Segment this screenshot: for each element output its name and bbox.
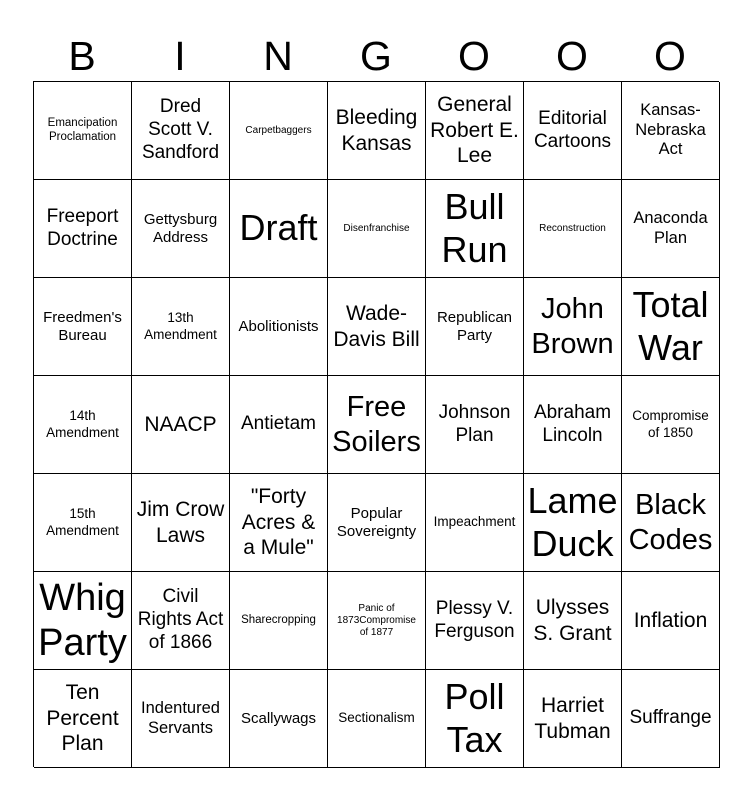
cell-text: Bull Run bbox=[441, 186, 508, 270]
bingo-cell-r5c4[interactable] bbox=[426, 572, 524, 670]
cell-text: 14th Amendment bbox=[46, 408, 119, 440]
header-letter-b: B bbox=[68, 33, 96, 79]
cell-text: Dred Scott V. Sandford bbox=[141, 96, 220, 163]
header-letter-o3: O bbox=[654, 33, 686, 79]
cell-text: Freedmen's Bureau bbox=[43, 308, 122, 344]
bingo-cell-r0c6[interactable] bbox=[622, 82, 720, 180]
cell-text: Civil Rights Act of 1866 bbox=[137, 586, 224, 653]
bingo-cell-r0c3[interactable] bbox=[328, 82, 426, 180]
bingo-cell-r0c2[interactable] bbox=[230, 82, 328, 180]
cell-text: Editorial Cartoons bbox=[533, 107, 612, 152]
cell-text: Ulysses S. Grant bbox=[533, 595, 612, 645]
cell-text: Impeachment bbox=[433, 514, 516, 530]
bingo-cell-r1c2[interactable] bbox=[230, 180, 328, 278]
bingo-cell-r1c1[interactable] bbox=[132, 180, 230, 278]
cell-text: Kansas-Nebraska Act bbox=[635, 100, 706, 159]
bingo-cell-r5c0[interactable] bbox=[34, 572, 132, 670]
cell-text: Freeport Doctrine bbox=[46, 205, 119, 250]
bingo-cell-r2c4[interactable] bbox=[426, 278, 524, 376]
bingo-cell-r6c5[interactable] bbox=[524, 670, 622, 768]
cell-text: Sectionalism bbox=[338, 710, 415, 726]
bingo-cell-r5c1[interactable] bbox=[132, 572, 230, 670]
cell-text: Harriet Tubman bbox=[534, 693, 611, 743]
bingo-cell-r3c1[interactable] bbox=[132, 376, 230, 474]
bingo-cell-r5c5[interactable] bbox=[524, 572, 622, 670]
cell-text: Panic of 1873Compromise of 1877 bbox=[337, 602, 416, 638]
cell-text: Antietam bbox=[241, 413, 316, 435]
header-letter-g: G bbox=[360, 33, 392, 79]
cell-text: Suffrange bbox=[629, 707, 712, 729]
bingo-cell-r5c3[interactable] bbox=[328, 572, 426, 670]
bingo-cell-r3c3[interactable] bbox=[328, 376, 426, 474]
bingo-cell-r0c4[interactable] bbox=[426, 82, 524, 180]
cell-text: Gettysburg Address bbox=[143, 210, 218, 246]
bingo-cell-r4c6[interactable] bbox=[622, 474, 720, 572]
bingo-cell-r6c6[interactable] bbox=[622, 670, 720, 768]
cell-text: Abolitionists bbox=[238, 317, 319, 335]
bingo-cell-r4c0[interactable] bbox=[34, 474, 132, 572]
cell-text: Jim Crow Laws bbox=[136, 497, 225, 547]
bingo-cell-r6c4[interactable] bbox=[426, 670, 524, 768]
bingo-cell-r4c3[interactable] bbox=[328, 474, 426, 572]
bingo-cell-r3c0[interactable] bbox=[34, 376, 132, 474]
bingo-cell-r0c5[interactable] bbox=[524, 82, 622, 180]
header-letter-n: N bbox=[263, 33, 293, 79]
header-letter-i: I bbox=[174, 33, 186, 79]
bingo-cell-r1c4[interactable] bbox=[426, 180, 524, 278]
bingo-cell-r2c1[interactable] bbox=[132, 278, 230, 376]
cell-text: Black Codes bbox=[628, 489, 713, 556]
bingo-cell-r4c2[interactable] bbox=[230, 474, 328, 572]
header-letter-o1: O bbox=[458, 33, 490, 79]
cell-text: Ten Percent Plan bbox=[46, 681, 119, 756]
bingo-cell-r2c3[interactable] bbox=[328, 278, 426, 376]
cell-text: Inflation bbox=[633, 608, 708, 632]
cell-text: Popular Sovereignty bbox=[336, 504, 417, 540]
bingo-cell-r3c2[interactable] bbox=[230, 376, 328, 474]
cell-text: Lame Duck bbox=[527, 480, 618, 564]
cell-text: Whig Party bbox=[38, 576, 127, 664]
bingo-cell-r2c2[interactable] bbox=[230, 278, 328, 376]
bingo-cell-r5c2[interactable] bbox=[230, 572, 328, 670]
bingo-cell-r0c1[interactable] bbox=[132, 82, 230, 180]
bingo-header bbox=[33, 30, 719, 82]
bingo-cell-r0c0[interactable] bbox=[34, 82, 132, 180]
cell-text: 13th Amendment bbox=[144, 310, 217, 342]
cell-text: Wade-Davis Bill bbox=[333, 301, 420, 351]
bingo-cell-r1c3[interactable] bbox=[328, 180, 426, 278]
bingo-cell-r4c4[interactable] bbox=[426, 474, 524, 572]
bingo-cell-r4c5[interactable] bbox=[524, 474, 622, 572]
cell-text: John Brown bbox=[531, 293, 614, 360]
cell-text: "Forty Acres & a Mule" bbox=[241, 485, 316, 560]
cell-text: Bleeding Kansas bbox=[335, 105, 418, 155]
bingo-cell-r2c5[interactable] bbox=[524, 278, 622, 376]
bingo-cell-r3c4[interactable] bbox=[426, 376, 524, 474]
cell-text: Scallywags bbox=[240, 709, 317, 727]
cell-text: NAACP bbox=[144, 412, 217, 436]
bingo-cell-r2c0[interactable] bbox=[34, 278, 132, 376]
bingo-cell-r5c6[interactable] bbox=[622, 572, 720, 670]
bingo-cell-r1c5[interactable] bbox=[524, 180, 622, 278]
bingo-card-grid bbox=[33, 81, 719, 767]
cell-text: Draft bbox=[239, 207, 318, 249]
cell-text: Reconstruction bbox=[539, 222, 606, 234]
cell-text: Plessy V. Ferguson bbox=[434, 597, 515, 642]
bingo-cell-r1c6[interactable] bbox=[622, 180, 720, 278]
cell-text: General Robert E. Lee bbox=[430, 93, 519, 168]
bingo-cell-r6c1[interactable] bbox=[132, 670, 230, 768]
cell-text: Republican Party bbox=[436, 308, 513, 344]
cell-text: 15th Amendment bbox=[46, 506, 119, 538]
cell-text: Disenfranchise bbox=[343, 222, 410, 234]
cell-text: Compromise of 1850 bbox=[632, 408, 709, 440]
cell-text: Abraham Lincoln bbox=[533, 401, 612, 446]
cell-text: Poll Tax bbox=[444, 676, 505, 760]
cell-text: Total War bbox=[632, 284, 709, 368]
bingo-cell-r6c0[interactable] bbox=[34, 670, 132, 768]
bingo-cell-r3c6[interactable] bbox=[622, 376, 720, 474]
cell-text: Emancipation Proclamation bbox=[47, 116, 118, 143]
bingo-cell-r2c6[interactable] bbox=[622, 278, 720, 376]
cell-text: Johnson Plan bbox=[438, 401, 511, 446]
bingo-cell-r6c2[interactable] bbox=[230, 670, 328, 768]
bingo-cell-r1c0[interactable] bbox=[34, 180, 132, 278]
bingo-cell-r4c1[interactable] bbox=[132, 474, 230, 572]
cell-text: Indentured Servants bbox=[141, 698, 220, 737]
cell-text: Sharecropping bbox=[241, 613, 316, 626]
header-letter-o2: O bbox=[556, 33, 588, 79]
bingo-cell-r3c5[interactable] bbox=[524, 376, 622, 474]
cell-text: Carpetbaggers bbox=[245, 124, 312, 136]
cell-text: Anaconda Plan bbox=[633, 208, 708, 247]
bingo-cell-r6c3[interactable] bbox=[328, 670, 426, 768]
cell-text: Free Soilers bbox=[332, 391, 421, 458]
